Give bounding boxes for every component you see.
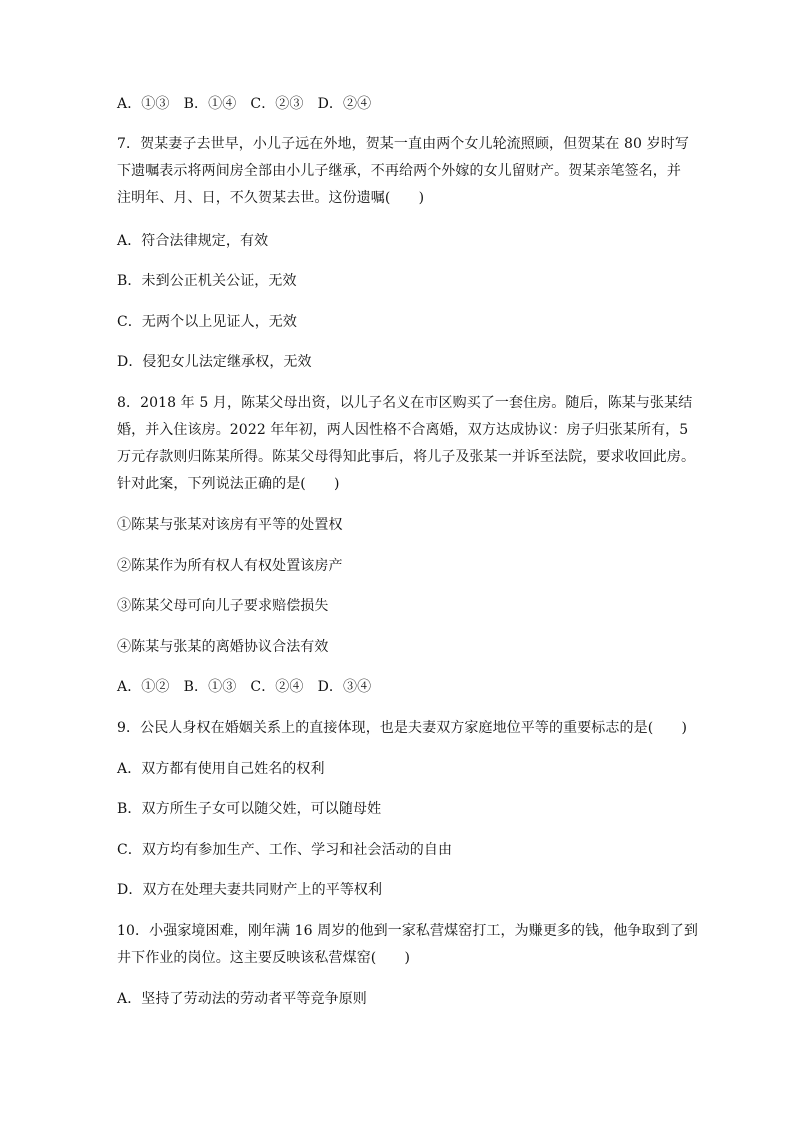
q7-option-d: D．侵犯女儿法定继承权，无效 (117, 354, 312, 370)
q9-option-a: A．双方都有使用自己姓名的权利 (117, 761, 325, 777)
q7-option-c: C．无两个以上见证人，无效 (117, 314, 298, 330)
q8-statement-3: ③陈某父母可向儿子要求赔偿损失 (117, 598, 329, 614)
q8-statement-2: ②陈某作为所有权人有权处置该房产 (117, 558, 343, 574)
q8-stem-line-4: 针对此案，下列说法正确的是( ) (117, 476, 340, 492)
q8-stem-line-1: 8．2018 年 5 月，陈某父母出资，以儿子名义在市区购买了一套住房。随后，陈某与张某结 (117, 395, 693, 411)
q6-answer-choices: A．①③ B．①④ C．②③ D．②④ (117, 96, 372, 112)
q9-option-d: D．双方在处理夫妻共同财产上的平等权利 (117, 882, 383, 898)
q9-stem-line-1: 9．公民人身权在婚姻关系上的直接体现，也是夫妻双方家庭地位平等的重要标志的是( ) (117, 720, 688, 736)
q8-stem-line-3: 万元存款则归陈某所得。陈某父母得知此事后，将儿子及张某一并诉至法院，要求收回此房。 (117, 449, 696, 465)
q8-statement-1: ①陈某与张某对该房有平等的处置权 (117, 517, 343, 533)
q8-stem-line-2: 婚，并入住该房。2022 年年初，两人因性格不合离婚，双方达成协议：房子归张某所有，5 (117, 422, 689, 438)
q10-stem-line-2: 井下作业的岗位。这主要反映该私营煤窑( ) (117, 950, 411, 966)
q7-stem-line-3: 注明年、月、日，不久贺某去世。这份遗嘱( ) (117, 190, 425, 206)
q10-option-a: A．坚持了劳动法的劳动者平等竞争原则 (117, 991, 367, 1007)
q10-stem-line-1: 10．小强家境困难，刚年满 16 周岁的他到一家私营煤窑打工，为赚更多的钱，他争取到了到 (117, 923, 698, 939)
q9-option-b: B．双方所生子女可以随父姓，可以随母姓 (117, 801, 382, 817)
q7-option-b: B．未到公正机关公证，无效 (117, 273, 297, 289)
q7-stem-line-2: 下遗嘱表示将两间房全部由小儿子继承，不再给两个外嫁的女儿留财产。贺某亲笔签名，并 (117, 163, 681, 179)
q8-statement-4: ④陈某与张某的离婚协议合法有效 (117, 639, 329, 655)
q7-option-a: A．符合法律规定，有效 (117, 233, 269, 249)
q7-stem-line-1: 7．贺某妻子去世早，小儿子远在外地，贺某一直由两个女儿轮流照顾，但贺某在 80 岁时写 (117, 136, 689, 152)
q9-option-c: C．双方均有参加生产、工作、学习和社会活动的自由 (117, 842, 453, 858)
q8-answer-choices: A．①② B．①③ C．②④ D．③④ (117, 679, 372, 695)
